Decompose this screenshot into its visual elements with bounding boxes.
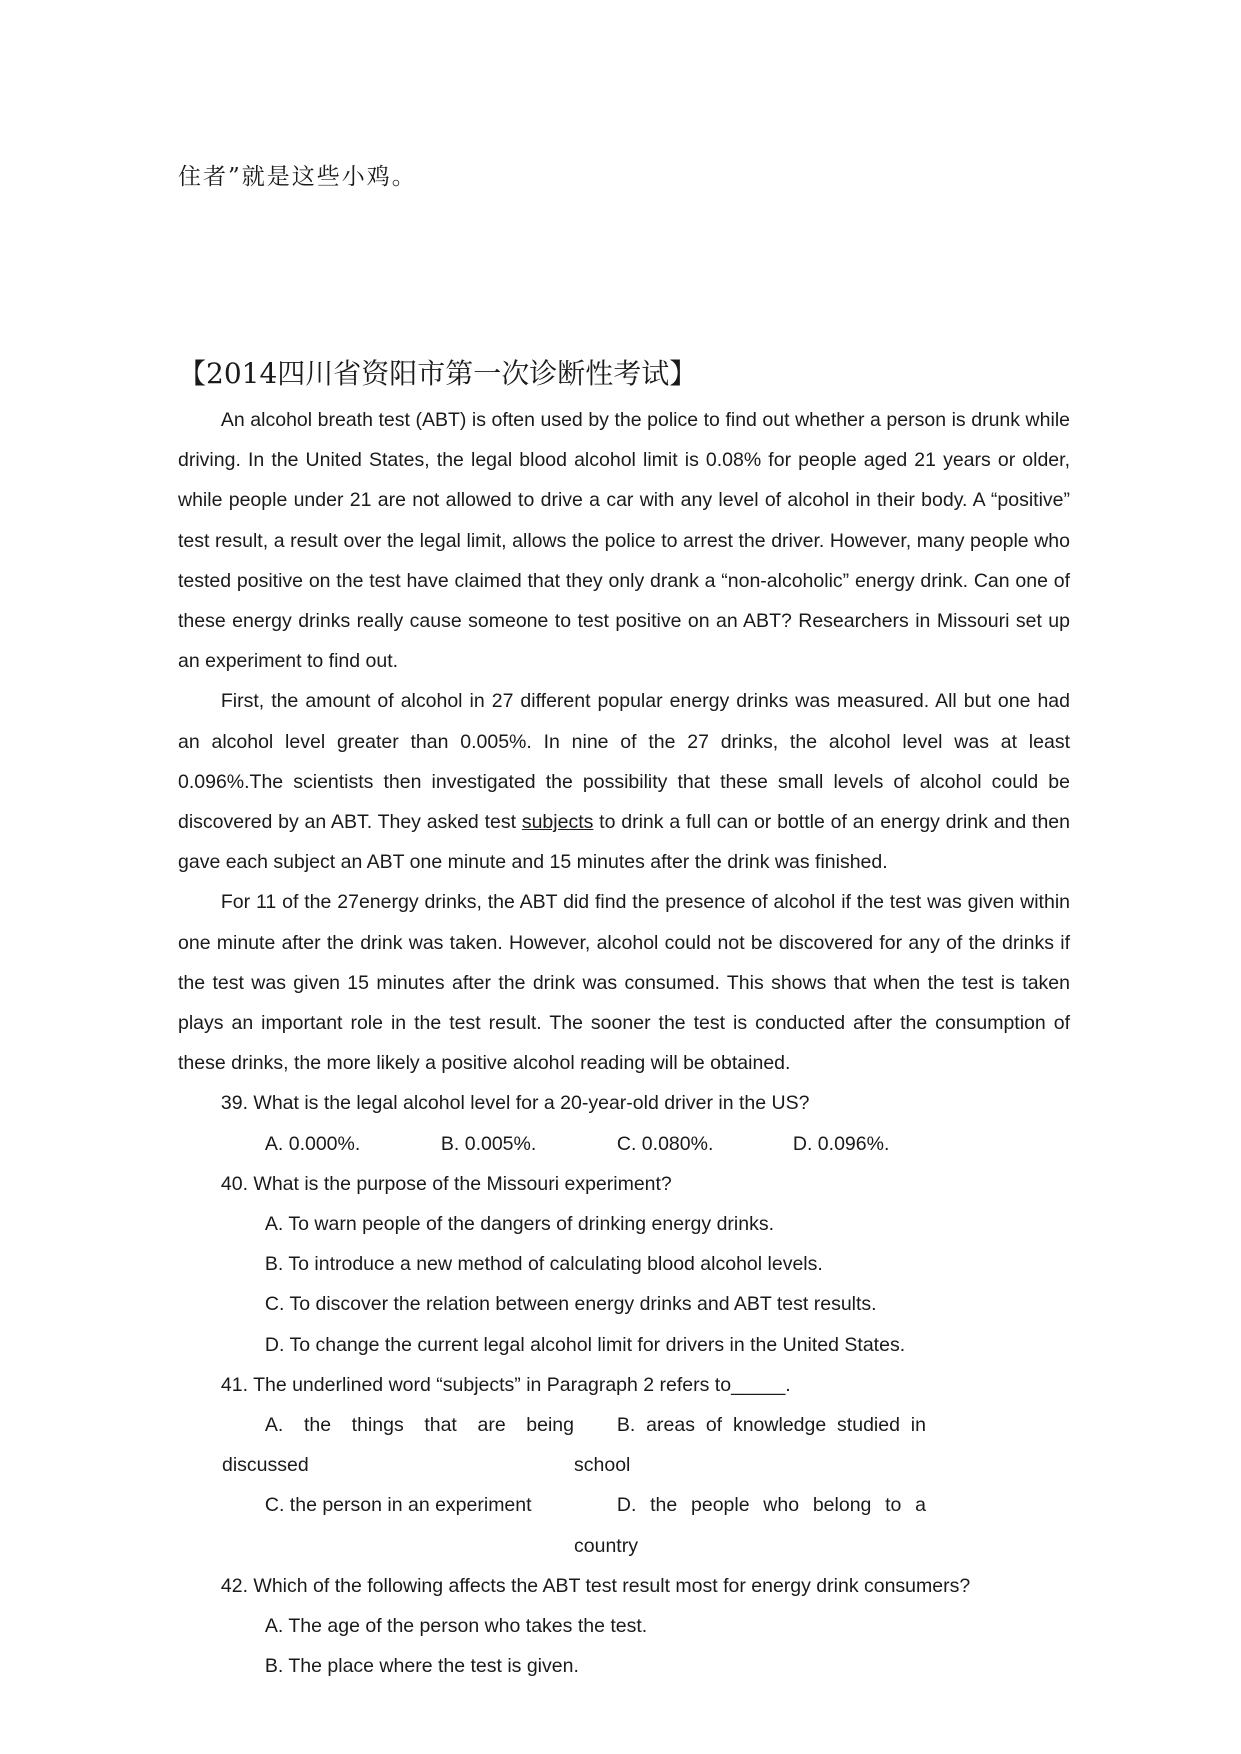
q39-option-c: C. 0.080%. (616, 1132, 714, 1155)
question-39-stem: 39. What is the legal alcohol level for a 20-year-old driver in the US? (220, 1092, 810, 1115)
question-41-stem (178, 1365, 1070, 1405)
carry-over-text: 住者”就是这些小鸡。 (178, 164, 417, 190)
q41-stem-before: 41. The underlined word “subjects” in Paragraph 2 refers to (220, 1373, 732, 1396)
passage-paragraph-1: An alcohol breath test (ABT) is often used by the police to find out whether a person is drunk while driving. In the United States, the legal blood alcohol limit is 0.08% for people aged 21 years or older, while people under 21 are not allowed to drive a car with any level of alcohol in their body. A “positive” test result, a result over the legal limit, allows the police to arrest the driver. However, many people who tested positive on the test have claimed that they only drank a “non-alcoholic” energy drink. Can one of these energy drinks really cause someone to test positive on an ABT? Researchers in Missouri set up an experiment to find out. (178, 409, 1070, 673)
passage-p2-after: to drink a full can or bottle of an energy drink and then gave each subject an ABT one minute and 15 minutes after the drink was finished. (178, 811, 1070, 874)
question-41 (178, 1365, 1070, 1566)
q40-option-b: B. To introduce a new method of calculating blood alcohol levels. (264, 1253, 823, 1276)
passage-paragraph-3: For 11 of the 27energy drinks, the ABT did find the presence of alcohol if the test was given within one minute after the drink was taken. However, alcohol could not be discovered for any of the drinks if the test was given 15 minutes after the drink was consumed. This shows that when the test is taken plays an important role in the test result. The sooner the test is conducted after the consumption of these drinks, the more likely a positive alcohol reading will be obtained. (178, 891, 1070, 1075)
q39-option-d: D. 0.096%. (792, 1132, 890, 1155)
q41-stem-after: . (785, 1373, 791, 1396)
question-40 (178, 1164, 1070, 1365)
q41-option-b: B. areas of knowledge studied in school (574, 1414, 926, 1477)
article-body (178, 400, 1070, 1687)
underlined-word-subjects: subjects (521, 811, 594, 834)
q41-option-c: C. the person in an experiment (264, 1494, 532, 1517)
section-title: 【2014四川省资阳市第一次诊断性考试】 (178, 357, 698, 390)
q42-option-a: A. The age of the person who takes the test. (264, 1615, 648, 1638)
q41-answer-blank: _____ (731, 1373, 786, 1396)
question-42 (178, 1566, 1070, 1687)
q39-option-a: A. 0.000%. (264, 1132, 361, 1155)
question-40-stem: 40. What is the purpose of the Missouri experiment? (220, 1172, 672, 1195)
question-39-options (178, 1124, 1070, 1164)
q42-option-b: B. The place where the test is given. (264, 1655, 579, 1678)
passage-paragraph-2 (178, 681, 1070, 882)
q41-option-a: A. the things that are being discussed (222, 1414, 574, 1477)
question-41-options-row-2 (178, 1485, 1070, 1565)
q41-option-d: D. the people who belong to a country (574, 1494, 926, 1557)
question-42-stem: 42. Which of the following affects the ABT test result most for energy drink consumers? (220, 1574, 971, 1597)
question-39 (178, 1083, 1070, 1163)
q40-option-a: A. To warn people of the dangers of drinking energy drinks. (264, 1213, 775, 1236)
q40-option-d: D. To change the current legal alcohol limit for drivers in the United States. (264, 1333, 906, 1356)
passage-p2-before: First, the amount of alcohol in 27 different popular energy drinks was measured. All but one had an alcohol level greater than 0.005%. In nine of the 27 drinks, the alcohol level was at least 0.096%.The scientists then investigated the possibility that these small levels of alcohol could be discovered by an ABT. They asked test (178, 690, 1070, 834)
question-41-options-row-1 (178, 1405, 1070, 1485)
q39-option-b: B. 0.005%. (440, 1132, 537, 1155)
q40-option-c: C. To discover the relation between energy drinks and ABT test results. (264, 1293, 877, 1316)
